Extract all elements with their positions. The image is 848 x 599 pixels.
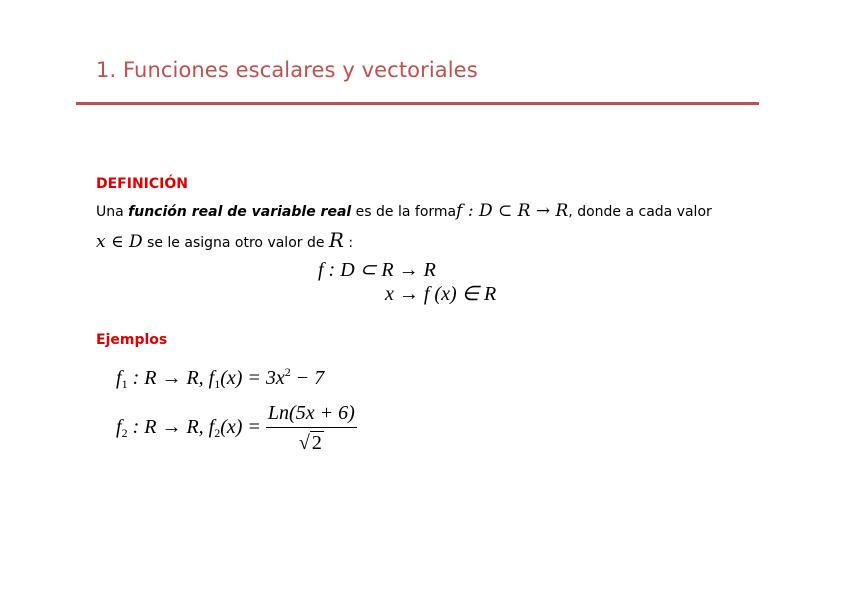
definition-line-1 [96,201,712,221]
ex1-rhs: (x) = 3x [220,367,285,389]
ex1-sub2: 1 [214,377,221,391]
ex1-exponent: 2 [284,365,291,379]
definition-line1-post: , donde a cada valor [568,204,712,220]
inline-f: f [456,201,463,221]
example-2 [116,402,357,455]
sqrt-symbol [299,432,324,455]
ex2-sub: 2 [121,426,128,440]
inline-domain-map: : D ⊂ R → R [462,201,569,221]
definition-line2-text: se le asigna otro valor de [142,235,325,251]
slide-title: 1. Funciones escalares y vectoriales [96,58,478,82]
ex2-f: f [116,416,122,438]
ex2-map: : R → R, [127,416,209,438]
display-equation-1: f : D ⊂ R → R [318,259,436,281]
ex2-rhs: (x) = [220,416,266,438]
ex2-fraction [266,402,357,455]
definition-inline-math [456,201,568,221]
ex2-f2: f [208,416,215,438]
definition-line2-colon: : [343,235,354,251]
ex2-denominator [266,428,357,455]
inline-r: R [328,228,344,252]
ex1-tail: − 7 [290,367,325,389]
title-underline [76,102,759,105]
sqrt-sign: √ [298,432,310,454]
ex1-f: f [116,367,122,389]
ex1-sub: 1 [121,377,128,391]
ex1-f2: f [208,367,215,389]
ex2-numerator: Ln(5x + 6) [266,402,357,428]
definition-line1-mid: es de la forma [351,204,457,220]
definition-heading: DEFINICIÓN [96,176,188,192]
sqrt-radicand: 2 [311,432,322,454]
ex1-map: : R → R, [127,367,209,389]
display-equation-2: x → f (x) ∈ R [385,283,497,305]
example-1 [116,367,324,392]
definition-term: función real de variable real [128,204,352,220]
ex2-lhs [116,416,266,438]
definition-line-2 [96,228,353,252]
inline-x-in-d: x ∈ D [96,232,143,252]
ex2-sub2: 2 [214,426,221,440]
examples-heading: Ejemplos [96,332,168,348]
definition-line1-pre: Una [96,204,129,220]
